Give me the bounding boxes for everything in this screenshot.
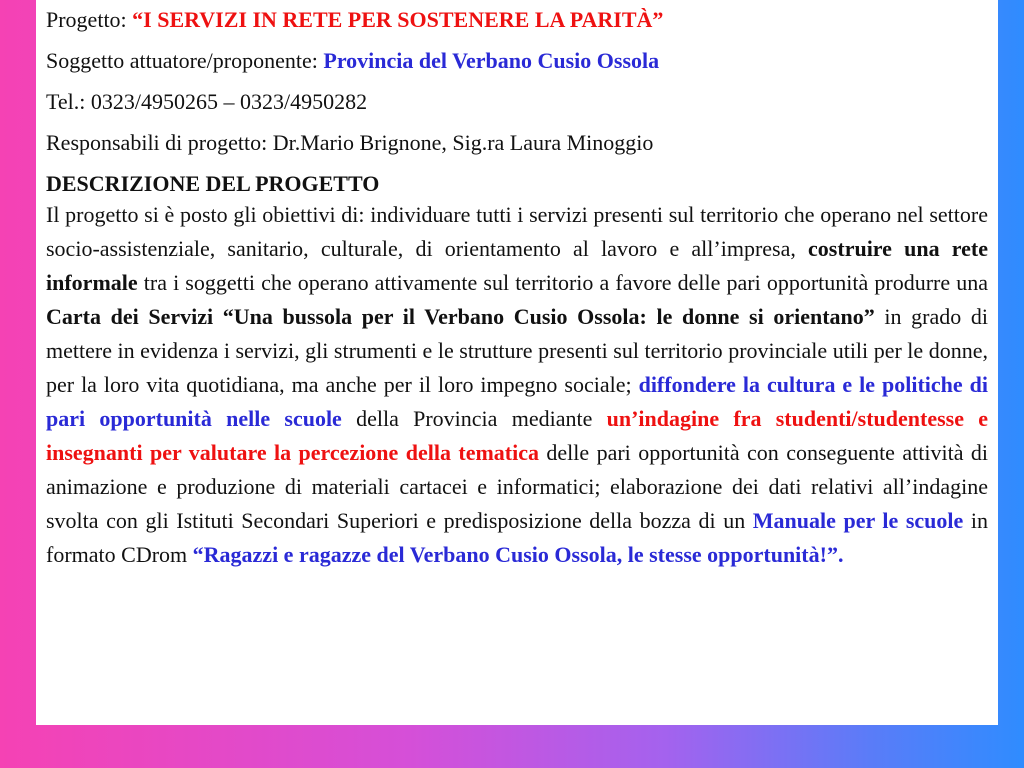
description-body [46, 198, 988, 572]
description-segment: “Ragazzi e ragazze del Verbano Cusio Ossola, le stesse opportunità!”. [192, 542, 844, 567]
description-heading: DESCRIZIONE DEL PROGETTO [46, 171, 380, 196]
description-segment: delle pari opportunità con conseguente attività di animazione e produzione di materiali cartacei e informatici; elaborazione dei dati relativi all’indagine svolta con gli Istituti Secondari Superiori e predisposizione della bozza di un [46, 440, 988, 533]
phone-line: Tel.: 0323/4950265 – 0323/4950282 [46, 89, 368, 114]
proponent-label: Soggetto attuatore/proponente: [46, 48, 318, 73]
description-segment: Carta dei Servizi “Una bussola per il Verbano Cusio Ossola: le donne si orientano” [46, 304, 875, 329]
project-line [46, 6, 988, 34]
description-segment: in grado di mettere in evidenza i servizi, gli strumenti e le strutture presenti sul territorio provinciale utili per le donne, per la loro vita quotidiana, ma anche per il loro impegno sociale; [46, 304, 988, 397]
description-segment: Il progetto si è posto gli obiettivi di: individuare tutti i servizi presenti sul territorio che operano nel settore socio-assistenziale, sanitario, culturale, di orientamento al lavoro e all’impresa, [46, 202, 988, 261]
proponent-value: Provincia del Verbano Cusio Ossola [323, 48, 660, 73]
content-panel [36, 0, 998, 725]
description-segment: tra i soggetti che operano attivamente sul territorio a favore delle pari opportunità produrre una [137, 270, 988, 295]
description-segment: Manuale per le scuole [752, 508, 964, 533]
project-title: “I SERVIZI IN RETE PER SOSTENERE LA PARITÀ” [132, 7, 664, 32]
description-segment: diffondere la cultura e le politiche di pari opportunità nelle scuole [46, 372, 988, 431]
description-segment: della Provincia mediante [341, 406, 607, 431]
project-label: Progetto: [46, 7, 127, 32]
description-segment: in formato CDrom [46, 508, 988, 567]
proponent-line [46, 47, 988, 75]
responsabili-line: Responsabili di progetto: Dr.Mario Brignone, Sig.ra Laura Minoggio [46, 130, 654, 155]
description-segment: un’indagine fra studenti/studentesse e insegnanti per valutare la percezione della tematica [46, 406, 989, 465]
description-segment: costruire una rete informale [46, 236, 988, 295]
